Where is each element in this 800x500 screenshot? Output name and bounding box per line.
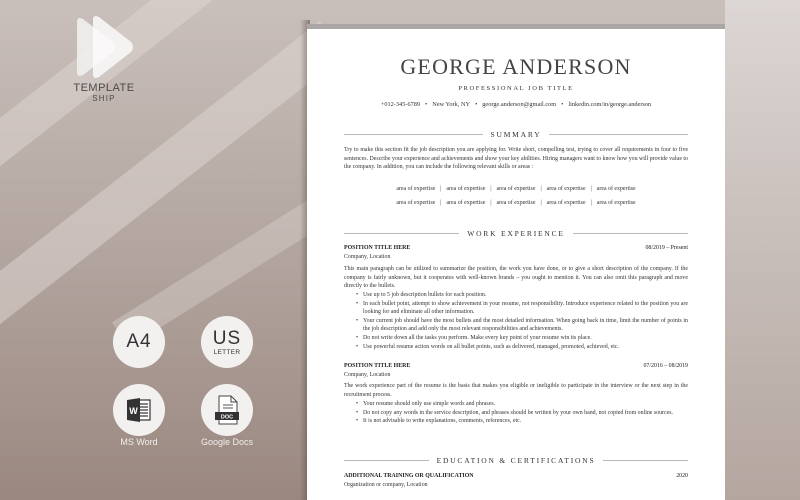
summary-heading: SUMMARY xyxy=(344,130,688,139)
svg-text:DOC: DOC xyxy=(220,414,234,421)
resume-job-title: PROFESSIONAL JOB TITLE xyxy=(458,85,574,92)
education-item-header xyxy=(344,473,688,479)
work-experience-heading: WORK EXPERIENCE xyxy=(344,229,688,238)
job-2-dates: 07/2016 – 08/2019 xyxy=(643,363,688,369)
us-label: US xyxy=(212,327,242,349)
letter-label: LETTER xyxy=(213,348,241,356)
job-1-description: This main paragraph can be utilized to summarize the position, the work you have done, or to give a short description of the company. If the company is fairly unknown, but it cooperates with well-known brands – you ought to mention it. You can also omit this paragraph and move directly to the bullets. xyxy=(344,266,688,290)
job-1-company: Company, Location xyxy=(344,254,391,260)
education-title: ADDITIONAL TRAINING OR QUALIFICATION xyxy=(344,473,474,479)
google-docs-badge xyxy=(201,384,253,436)
google-docs-label: Google Docs xyxy=(200,437,254,447)
job-2-bullets xyxy=(357,400,688,426)
contact-line: +012-345-6789 • New York, NY • george.anderson@gmail.com • linkedin.com/in/george.anderson xyxy=(380,101,652,108)
areas-row-1: area of expertise | area of expertise | area of expertise | area of expertise | area of expertise xyxy=(396,186,636,192)
resume-page xyxy=(307,29,725,500)
us-letter-badge xyxy=(201,316,253,368)
ms-word-label: MS Word xyxy=(120,437,158,447)
job-2-company: Company, Location xyxy=(344,372,391,378)
brand-name: TEMPLATE xyxy=(73,82,135,94)
bullet: • It is not advisable to write explanations, comments, references, etc. xyxy=(357,417,688,426)
ms-word-badge xyxy=(113,384,165,436)
contact-phone: +012-345-6789 xyxy=(380,101,421,108)
job-1-dates: 08/2019 – Present xyxy=(645,245,688,251)
bullet: • Your current job should have the most bullets and the most detailed information. When going back in time, limit the number of points in the job description and add only the most relevant responsibilities and achievements. xyxy=(357,317,688,334)
job-1-title: POSITION TITLE HERE xyxy=(344,245,411,251)
bullet: • Do not copy any words in the service description, and phrases should be written by your own hand, not copied from online sources. xyxy=(357,409,688,418)
job-2-title: POSITION TITLE HERE xyxy=(344,363,411,369)
contact-linkedin: linkedin.com/in/george.anderson xyxy=(568,101,652,108)
job-2-header xyxy=(344,363,688,369)
bullet: • Your resume should only use simple words and phrases. xyxy=(357,400,688,409)
bullet: • Do not write down all the tasks you perform. Make every key point of your resume win its place. xyxy=(357,334,688,343)
job-1-header xyxy=(344,245,688,251)
ms-word-icon xyxy=(124,395,154,425)
a4-label: A4 xyxy=(126,331,152,352)
job-1-bullets xyxy=(357,291,688,351)
svg-text:W: W xyxy=(129,406,138,416)
contact-email: george.anderson@gmail.com xyxy=(482,101,557,108)
bullet: • Use powerful resume action words on all bullet points, such as delivered, managed, promoted, achieved, etc. xyxy=(357,343,688,352)
areas-row-2: area of expertise | area of expertise | area of expertise | area of expertise | area of expertise xyxy=(396,200,636,206)
google-docs-icon xyxy=(212,394,242,426)
a4-format-badge xyxy=(113,316,165,368)
job-2-description: The work experience part of the resume is the basis that makes you eligible or ineligible to participate in the interview or the next step in the recruitment process. xyxy=(344,383,688,398)
education-year: 2020 xyxy=(676,473,688,479)
contact-location: New York, NY xyxy=(432,101,471,108)
bullet: • Use up to 5 job description bullets for each position. xyxy=(357,291,688,300)
education-org: Organization or company, Location xyxy=(344,482,428,488)
brand-subname: SHIP xyxy=(92,94,116,103)
resume-name: GEORGE ANDERSON xyxy=(400,54,632,79)
bullet: • In each bullet point, attempt to show achievement in your resume, not responsibility. Introduce experience related to the position you are looking for and eliminate all other information. xyxy=(357,300,688,317)
education-heading: EDUCATION & CERTIFICATIONS xyxy=(344,456,688,465)
play-forward-icon xyxy=(73,14,135,80)
background-right-panel xyxy=(725,0,800,500)
brand-logo xyxy=(68,14,140,103)
summary-text: Try to make this section fit the job description you are applying for. Write short, compelling test, trying to cover all requirements in four to five sentences. Describe your experience and achievements and show your key abilities. Hiring managers want to know how you will provide value to the company. In addition, you can include the following relevant skills or areas : xyxy=(344,147,688,171)
